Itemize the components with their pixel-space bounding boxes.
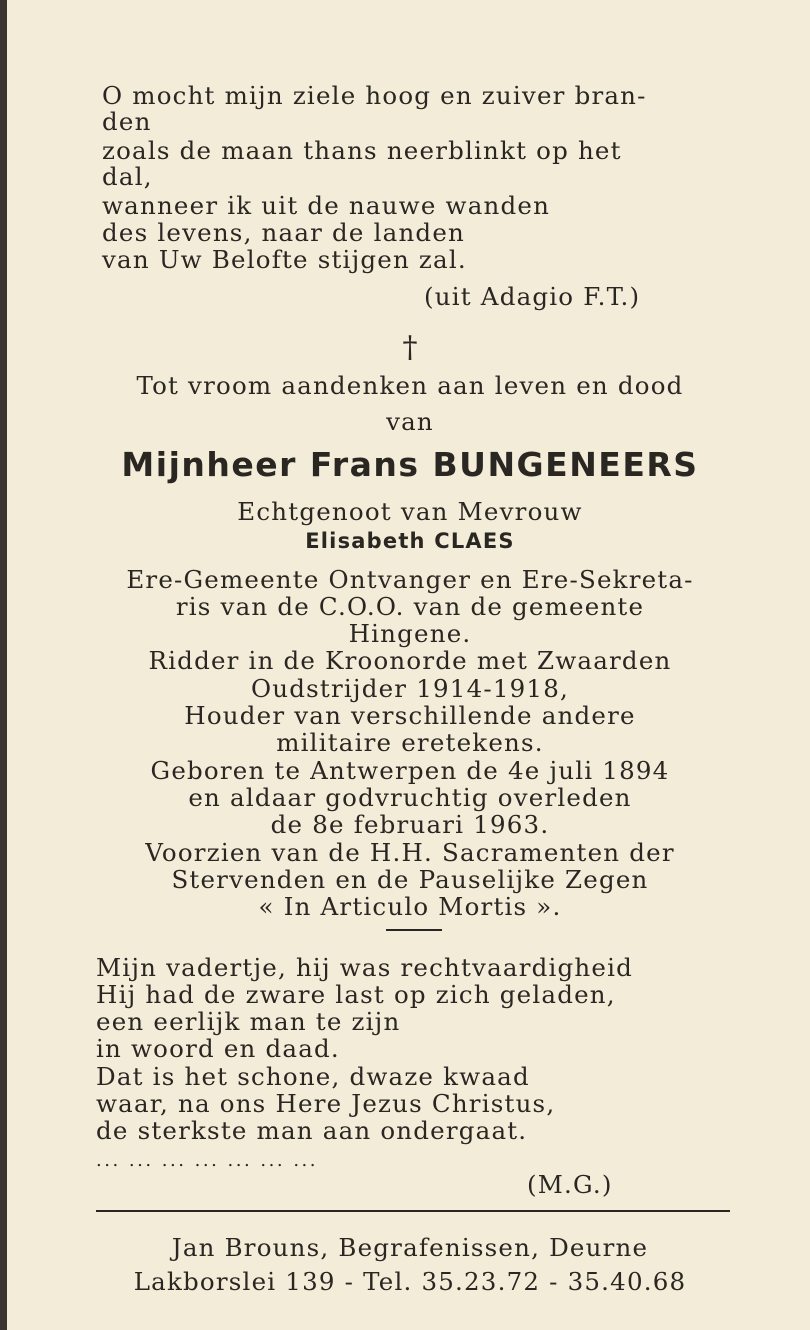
poem-bottom-line: Mijn vadertje, hij was rechtvaardigheid <box>96 953 634 982</box>
poem-bottom-line: Dat is het schone, dwaze kwaad <box>96 1062 530 1091</box>
poem-bottom-line: Hij had de zware last op zich geladen, <box>96 980 616 1009</box>
bio-line: ris van de C.O.O. van de gemeente <box>175 592 645 621</box>
bio-line: Voorzien van de H.H. Sacramenten der <box>145 838 675 867</box>
bio-line: « In Articulo Mortis ». <box>258 892 562 921</box>
bio-line: Hingene. <box>348 619 472 648</box>
poem-top-line: wanneer ik uit de nauwe wanden <box>102 191 551 220</box>
poem-top-line: van Uw Belofte stijgen zal. <box>102 245 467 274</box>
card-left-edge <box>0 0 7 1330</box>
spouse-intro: Echtgenoot van Mevrouw <box>237 497 583 526</box>
bio-line: en aldaar godvruchtig overleden <box>188 783 632 812</box>
poem-top-line: zoals de maan thans neerblinkt op het <box>102 136 622 165</box>
poem-bottom-line: in woord en daad. <box>96 1034 340 1063</box>
bio-line: de 8e februari 1963. <box>270 810 550 839</box>
poem-bottom-line: de sterkste man aan ondergaat. <box>96 1116 528 1145</box>
deceased-name: Mijnheer Frans BUNGENEERS <box>121 445 699 484</box>
bio-line: Ridder in de Kroonorde met Zwaarden <box>148 646 672 675</box>
bio-line: militaire eretekens. <box>276 728 544 757</box>
bio-line: Stervenden en de Pauselijke Zegen <box>171 865 649 894</box>
poem-bottom-line: waar, na ons Here Jezus Christus, <box>96 1089 556 1118</box>
poem-top-line: O mocht mijn ziele hoog en zuiver bran- <box>102 81 647 110</box>
spouse-name: Elisabeth CLAES <box>305 529 515 553</box>
poem-top-line: dal, <box>102 162 153 191</box>
section-divider <box>386 929 442 931</box>
poem-top-line: des levens, naar de landen <box>102 218 465 247</box>
bio-line: Oudstrijder 1914-1918, <box>251 674 569 703</box>
poem-top-source: (uit Adagio F.T.) <box>424 282 641 311</box>
poem-bottom-line: een eerlijk man te zijn <box>96 1007 401 1036</box>
footer-line: Jan Brouns, Begrafenissen, Deurne <box>171 1233 649 1262</box>
footer-divider <box>96 1210 730 1212</box>
bio-line: Houder van verschillende andere <box>184 701 636 730</box>
footer-line: Lakborslei 139 - Tel. 35.23.72 - 35.40.68 <box>133 1267 687 1296</box>
intro-line: van <box>386 407 434 436</box>
poem-top-line: den <box>102 107 152 136</box>
bio-line: Geboren te Antwerpen de 4e juli 1894 <box>150 756 670 785</box>
poem-bottom-source: (M.G.) <box>527 1170 613 1199</box>
intro-line: Tot vroom aandenken aan leven en dood <box>136 371 684 400</box>
bio-line: Ere-Gemeente Ontvanger en Ere-Sekreta- <box>126 565 694 594</box>
ellipsis-line: ... ... ... ... ... ... ... <box>96 1150 318 1171</box>
cross-icon: † <box>402 330 418 365</box>
